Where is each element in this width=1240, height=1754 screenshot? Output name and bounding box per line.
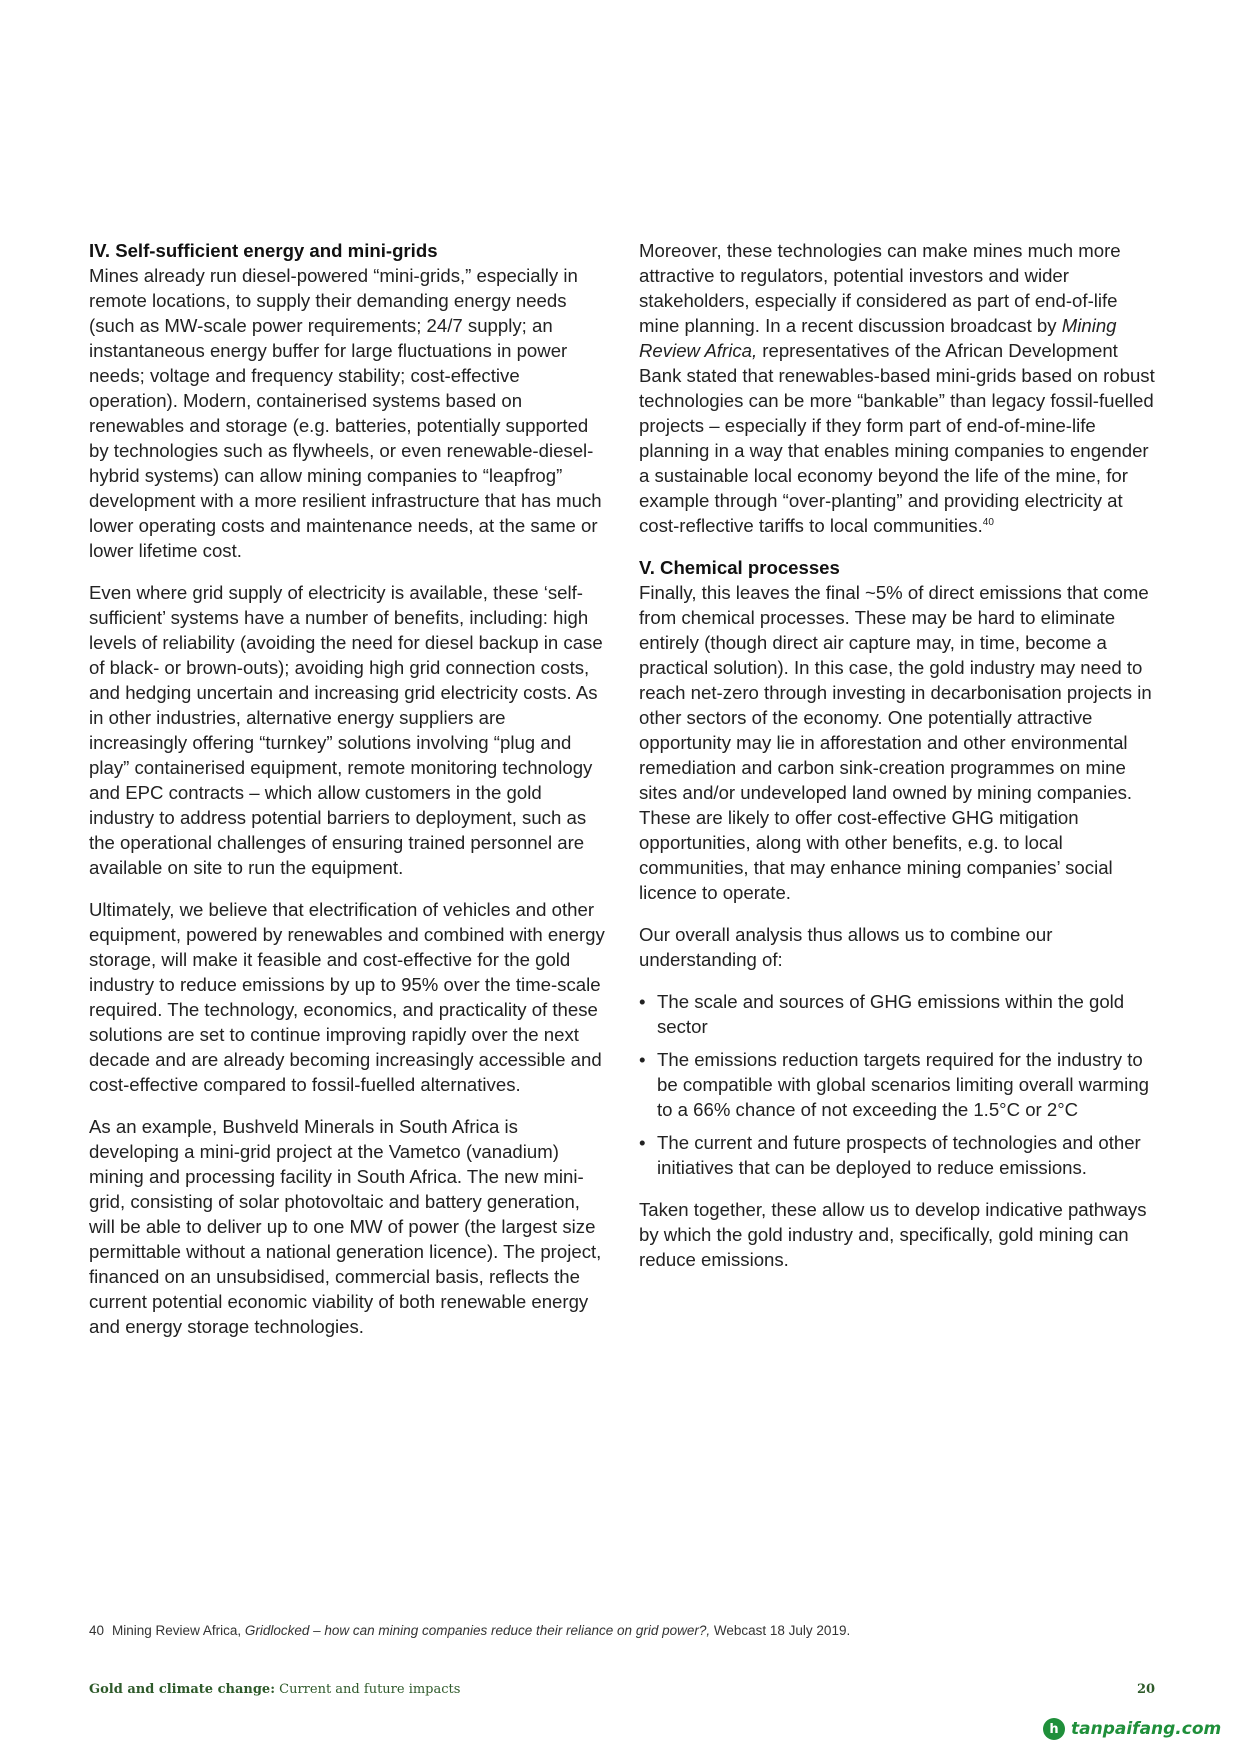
paragraph-bushveld-example: As an example, Bushveld Minerals in South Africa is developing a mini-grid project at the Vametco (vanadium) mining and processing facility in South Africa. The new mini-grid, consisting of solar photovoltaic and battery generation, will be able to deliver up to one MW of power (the largest size permittable without a national generation licence). The project, financed on an unsubsidised, commercial basis, reflects the current potential economic viability of both renewable energy and energy storage technologies. — [89, 1116, 602, 1337]
footer-document-title — [89, 1682, 460, 1697]
footnote-number: 40 — [89, 1623, 105, 1638]
footnote — [89, 1623, 850, 1638]
left-column — [89, 238, 607, 1356]
footer-title-rest: Current and future impacts — [275, 1682, 461, 1697]
bullet-list — [639, 989, 1157, 1180]
paragraph-analysis-intro: Our overall analysis thus allows us to combine our understanding of: — [639, 924, 1053, 970]
bullet-item-targets: • The emissions reduction targets required for the industry to be compatible with global scenarios limiting overall warming to a 66% chance of not exceeding the 1.5°C or 2°C — [639, 1047, 1157, 1122]
paragraph-conclusion: Taken together, these allow us to develop indicative pathways by which the gold industry and, specifically, gold mining can reduce emissions. — [639, 1199, 1147, 1270]
bullet-item-technologies: • The current and future prospects of technologies and other initiatives that can be deployed to reduce emissions. — [639, 1130, 1157, 1180]
paragraph-chemical-processes: Finally, this leaves the final ~5% of direct emissions that come from chemical processes. These may be hard to eliminate entirely (though direct air capture may, in time, become a practical solution). In this case, the gold industry may need to reach net-zero through investing in decarbonisation projects in other sectors of the economy. One potentially attractive opportunity may lie in afforestation and other environmental remediation and carbon sink-creation programmes on mine sites and/or undeveloped land owned by mining companies. These are likely to offer cost-effective GHG mitigation opportunities, along with other benefits, e.g. to local communities, that may enhance mining companies’ social licence to operate. — [639, 582, 1152, 903]
page-number: 20 — [1137, 1682, 1156, 1697]
watermark[interactable] — [1043, 1718, 1221, 1740]
footnote-ref-40[interactable]: 40 — [982, 516, 994, 528]
footnote-detail: Webcast 18 July 2019. — [713, 1623, 851, 1638]
moreover-italic-source: Mining Review Africa, — [639, 315, 1117, 361]
paragraph-grid-supply: Even where grid supply of electricity is available, these ‘self-sufficient’ systems have a number of benefits, including: high levels of reliability (avoiding the need for diesel backup in case of black- or brown-outs); avoiding high grid connection costs, and hedging uncertain and increasing grid electricity costs. As in other industries, alternative energy suppliers are increasingly offering “turnkey” solutions involving “plug and play” containerised equipment, remote monitoring technology and EPC contracts – which allow customers in the gold industry to address potential barriers to deployment, such as the operational challenges of ensuring trained personnel are available on site to run the equipment. — [89, 582, 603, 878]
watermark-text: tanpaifang.com — [1071, 1719, 1222, 1739]
footnote-source: Mining Review Africa, — [112, 1623, 242, 1638]
paragraph-electrification: Ultimately, we believe that electrification of vehicles and other equipment, powered by renewables and combined with energy storage, will make it feasible and cost-effective for the gold industry to reduce emissions by up to 95% over the time-scale required. The technology, economics, and practicality of these solutions are set to continue improving rapidly over the next decade and are already becoming increasingly accessible and cost-effective compared to fossil-fuelled alternatives. — [89, 899, 605, 1095]
paragraph-moreover — [639, 238, 1157, 538]
section-heading-v: V. Chemical processes — [639, 557, 840, 578]
footnote-title: Gridlocked – how can mining companies reduce their reliance on grid power?, — [244, 1623, 711, 1638]
right-column — [639, 238, 1157, 1289]
paragraph-mini-grids: Mines already run diesel-powered “mini-grids,” especially in remote locations, to supply their demanding energy needs (such as MW-scale power requirements; 24/7 supply; an instantaneous energy buffer for large fluctuations in power needs; voltage and frequency stability; cost-effective operation). Modern, containerised systems based on renewables and storage (e.g. batteries, potentially supported by technologies such as flywheels, or even renewable-diesel-hybrid systems) can allow mining companies to “leapfrog” development with a more resilient infrastructure that has much lower operating costs and maintenance needs, at the same or lower lifetime cost. — [89, 265, 602, 561]
section-heading-iv: IV. Self-sufficient energy and mini-grids — [89, 240, 438, 261]
moreover-text-1: Moreover, these technologies can make mines much more attractive to regulators, potential investors and wider stakeholders, especially if considered as part of end-of-life mine planning. In a recent discussion broadcast by — [639, 240, 1121, 336]
watermark-logo-icon: h — [1043, 1718, 1065, 1740]
moreover-text-2: representatives of the African Development Bank stated that renewables-based mini-grids based on robust technologies can be more “bankable” than legacy fossil-fuelled projects – especially if they form part of end-of-mine-life planning in a way that enables mining companies to engender a sustainable local economy beyond the life of the mine, for example through “over-planting” and providing electricity at cost-reflective tariffs to local communities. — [639, 340, 1155, 536]
bullet-item-ghg-scale: • The scale and sources of GHG emissions within the gold sector — [639, 989, 1157, 1039]
footer-title-bold: Gold and climate change: — [89, 1682, 275, 1697]
